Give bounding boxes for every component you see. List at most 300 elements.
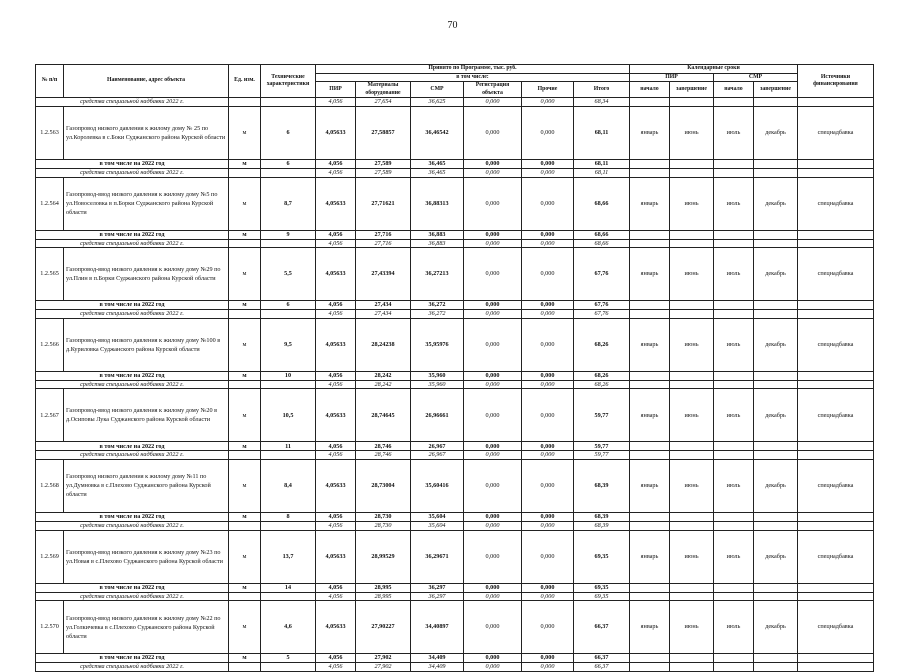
registration-cell: 0,000 bbox=[464, 310, 522, 319]
pir-cell: 4,056 bbox=[316, 239, 356, 248]
materials-cell: 28,746 bbox=[356, 451, 411, 460]
empty-cell bbox=[798, 451, 874, 460]
object-row bbox=[36, 318, 874, 371]
unit-cell bbox=[229, 310, 261, 319]
object-number: 1.2.569 bbox=[36, 530, 64, 583]
unit-cell bbox=[229, 663, 261, 672]
registration-cell: 0,000 bbox=[464, 601, 522, 654]
empty-cell bbox=[798, 230, 874, 239]
empty-cell bbox=[670, 451, 714, 460]
pir-cell: 4,05633 bbox=[316, 318, 356, 371]
total-cell: 69,35 bbox=[574, 530, 630, 583]
end-pir-cell: июнь bbox=[670, 248, 714, 301]
year-subtotal-row bbox=[36, 301, 874, 310]
other-cell: 0,000 bbox=[522, 380, 574, 389]
empty-cell bbox=[670, 239, 714, 248]
end-smr-cell: декабрь bbox=[754, 106, 798, 159]
total-cell: 67,76 bbox=[574, 248, 630, 301]
special-label: средства специальной надбавки 2022 г. bbox=[36, 239, 229, 248]
start-pir-cell: январь bbox=[630, 389, 670, 442]
header-num: № п/п bbox=[36, 65, 64, 98]
empty-cell bbox=[798, 512, 874, 521]
empty-cell bbox=[798, 654, 874, 663]
unit-cell bbox=[229, 168, 261, 177]
pir-cell: 4,056 bbox=[316, 442, 356, 451]
start-pir-cell: январь bbox=[630, 248, 670, 301]
empty-cell bbox=[754, 310, 798, 319]
start-smr-cell: июль bbox=[714, 318, 754, 371]
empty-cell bbox=[754, 451, 798, 460]
smr-cell: 26,96661 bbox=[411, 389, 464, 442]
empty-cell bbox=[670, 663, 714, 672]
end-pir-cell: июнь bbox=[670, 389, 714, 442]
other-cell: 0,000 bbox=[522, 177, 574, 230]
tech-cell bbox=[261, 239, 316, 248]
empty-cell bbox=[670, 654, 714, 663]
empty-cell bbox=[798, 371, 874, 380]
other-cell: 0,000 bbox=[522, 530, 574, 583]
empty-cell bbox=[630, 512, 670, 521]
empty-cell bbox=[798, 592, 874, 601]
materials-cell: 27,71621 bbox=[356, 177, 411, 230]
object-name: Газопровод-ввод низкого давления к жилому дому №5 по ул.Новоселовка в п.Борки Суджанского района Курской области bbox=[64, 177, 229, 230]
object-row bbox=[36, 530, 874, 583]
smr-cell: 34,409 bbox=[411, 654, 464, 663]
total-cell: 67,76 bbox=[574, 310, 630, 319]
other-cell: 0,000 bbox=[522, 371, 574, 380]
smr-cell: 35,960 bbox=[411, 371, 464, 380]
materials-cell: 27,589 bbox=[356, 159, 411, 168]
header-materials: Материалы оборудование bbox=[356, 82, 411, 98]
source-cell: спецнадбавка bbox=[798, 106, 874, 159]
object-row bbox=[36, 459, 874, 512]
empty-cell bbox=[714, 168, 754, 177]
pir-cell: 4,05633 bbox=[316, 389, 356, 442]
unit-cell: м bbox=[229, 230, 261, 239]
header-dates-group: Календарные сроки bbox=[630, 65, 798, 74]
unit-cell bbox=[229, 451, 261, 460]
object-row bbox=[36, 248, 874, 301]
empty-cell bbox=[630, 654, 670, 663]
registration-cell: 0,000 bbox=[464, 451, 522, 460]
source-cell: спецнадбавка bbox=[798, 389, 874, 442]
materials-cell: 27,434 bbox=[356, 301, 411, 310]
start-smr-cell: июль bbox=[714, 177, 754, 230]
smr-cell: 36,88313 bbox=[411, 177, 464, 230]
source-cell: спецнадбавка bbox=[798, 601, 874, 654]
header-start-smr: начало bbox=[714, 82, 754, 98]
total-cell: 68,66 bbox=[574, 230, 630, 239]
pir-cell: 4,056 bbox=[316, 371, 356, 380]
year-subtotal-row bbox=[36, 230, 874, 239]
smr-cell: 36,465 bbox=[411, 159, 464, 168]
object-name: Газопровод низкого давления к жилому дому № 25 по ул.Королевка в с.Боки Суджанского района Курской области bbox=[64, 106, 229, 159]
registration-cell: 0,000 bbox=[464, 371, 522, 380]
empty-cell bbox=[798, 521, 874, 530]
registration-cell: 0,000 bbox=[464, 654, 522, 663]
empty-cell bbox=[670, 583, 714, 592]
total-cell: 68,66 bbox=[574, 177, 630, 230]
unit-cell bbox=[229, 592, 261, 601]
object-name: Газопровод-ввод низкого давления к жилому дому №29 по ул.Плин в п.Борки Суджанского района Курской области bbox=[64, 248, 229, 301]
special-label: средства специальной надбавки 2022 г. bbox=[36, 380, 229, 389]
special-label: средства специальной надбавки 2022 г. bbox=[36, 310, 229, 319]
special-allowance-row bbox=[36, 380, 874, 389]
object-number: 1.2.563 bbox=[36, 106, 64, 159]
end-smr-cell: декабрь bbox=[754, 177, 798, 230]
subtotal-label: в том числе на 2022 год bbox=[36, 512, 229, 521]
table-header bbox=[36, 65, 874, 98]
object-row bbox=[36, 177, 874, 230]
source-cell: спецнадбавка bbox=[798, 459, 874, 512]
pir-cell: 4,056 bbox=[316, 583, 356, 592]
smr-cell: 36,46542 bbox=[411, 106, 464, 159]
other-cell: 0,000 bbox=[522, 248, 574, 301]
total-cell: 68,26 bbox=[574, 318, 630, 371]
empty-cell bbox=[714, 521, 754, 530]
empty-cell bbox=[714, 654, 754, 663]
other-cell: 0,000 bbox=[522, 389, 574, 442]
registration-cell: 0,000 bbox=[464, 389, 522, 442]
total-cell: 68,39 bbox=[574, 512, 630, 521]
smr-cell: 36,272 bbox=[411, 301, 464, 310]
registration-cell: 0,000 bbox=[464, 512, 522, 521]
unit-cell: м bbox=[229, 459, 261, 512]
object-number: 1.2.564 bbox=[36, 177, 64, 230]
empty-cell bbox=[754, 663, 798, 672]
empty-cell bbox=[670, 168, 714, 177]
registration-cell: 0,000 bbox=[464, 98, 522, 107]
subtotal-label: в том числе на 2022 год bbox=[36, 583, 229, 592]
end-pir-cell: июнь bbox=[670, 318, 714, 371]
empty-cell bbox=[670, 521, 714, 530]
empty-cell bbox=[754, 592, 798, 601]
header-dates-smr: СМР bbox=[714, 73, 798, 82]
unit-cell: м bbox=[229, 442, 261, 451]
start-smr-cell: июль bbox=[714, 389, 754, 442]
pir-cell: 4,056 bbox=[316, 301, 356, 310]
other-cell: 0,000 bbox=[522, 601, 574, 654]
header-dates-pir: ПИР bbox=[630, 73, 714, 82]
unit-cell: м bbox=[229, 512, 261, 521]
empty-cell bbox=[754, 230, 798, 239]
source-cell: спецнадбавка bbox=[798, 530, 874, 583]
total-cell: 68,11 bbox=[574, 168, 630, 177]
empty-cell bbox=[798, 159, 874, 168]
materials-cell: 27,58857 bbox=[356, 106, 411, 159]
other-cell: 0,000 bbox=[522, 159, 574, 168]
end-pir-cell: июнь bbox=[670, 106, 714, 159]
empty-cell bbox=[754, 442, 798, 451]
tech-cell bbox=[261, 663, 316, 672]
smr-cell: 34,40897 bbox=[411, 601, 464, 654]
tech-cell: 8,4 bbox=[261, 459, 316, 512]
registration-cell: 0,000 bbox=[464, 301, 522, 310]
empty-cell bbox=[670, 301, 714, 310]
registration-cell: 0,000 bbox=[464, 530, 522, 583]
end-smr-cell: декабрь bbox=[754, 318, 798, 371]
year-subtotal-row bbox=[36, 371, 874, 380]
smr-cell: 34,409 bbox=[411, 663, 464, 672]
other-cell: 0,000 bbox=[522, 512, 574, 521]
empty-cell bbox=[754, 583, 798, 592]
registration-cell: 0,000 bbox=[464, 177, 522, 230]
other-cell: 0,000 bbox=[522, 310, 574, 319]
source-cell: спецнадбавка bbox=[798, 248, 874, 301]
empty-cell bbox=[630, 239, 670, 248]
registration-cell: 0,000 bbox=[464, 318, 522, 371]
tech-cell bbox=[261, 592, 316, 601]
other-cell: 0,000 bbox=[522, 318, 574, 371]
header-name: Наименование, адрес объекта bbox=[64, 65, 229, 98]
empty-cell bbox=[714, 663, 754, 672]
empty-cell bbox=[714, 371, 754, 380]
header-other: Прочие bbox=[522, 82, 574, 98]
source-cell: спецнадбавка bbox=[798, 318, 874, 371]
tech-cell: 10,5 bbox=[261, 389, 316, 442]
other-cell: 0,000 bbox=[522, 654, 574, 663]
tech-cell bbox=[261, 310, 316, 319]
other-cell: 0,000 bbox=[522, 442, 574, 451]
total-cell: 68,26 bbox=[574, 371, 630, 380]
unit-cell: м bbox=[229, 583, 261, 592]
total-cell: 67,76 bbox=[574, 301, 630, 310]
end-pir-cell: июнь bbox=[670, 459, 714, 512]
empty-cell bbox=[670, 371, 714, 380]
start-pir-cell: январь bbox=[630, 106, 670, 159]
pir-cell: 4,056 bbox=[316, 98, 356, 107]
pir-cell: 4,05633 bbox=[316, 459, 356, 512]
smr-cell: 35,604 bbox=[411, 521, 464, 530]
empty-cell bbox=[630, 159, 670, 168]
empty-cell bbox=[714, 98, 754, 107]
special-allowance-row bbox=[36, 98, 874, 107]
empty-cell bbox=[630, 301, 670, 310]
empty-cell bbox=[754, 98, 798, 107]
smr-cell: 36,27213 bbox=[411, 248, 464, 301]
empty-cell bbox=[630, 592, 670, 601]
materials-cell: 28,995 bbox=[356, 592, 411, 601]
object-name: Газопровод низкого давления к жилому дому №11 по ул.Думновка в с.Плехово Суджанского района Курской области bbox=[64, 459, 229, 512]
special-allowance-row bbox=[36, 310, 874, 319]
empty-cell bbox=[798, 442, 874, 451]
other-cell: 0,000 bbox=[522, 230, 574, 239]
total-cell: 68,11 bbox=[574, 159, 630, 168]
empty-cell bbox=[630, 310, 670, 319]
materials-cell: 27,654 bbox=[356, 98, 411, 107]
registration-cell: 0,000 bbox=[464, 583, 522, 592]
registration-cell: 0,000 bbox=[464, 168, 522, 177]
special-allowance-row bbox=[36, 521, 874, 530]
pir-cell: 4,05633 bbox=[316, 601, 356, 654]
empty-cell bbox=[714, 592, 754, 601]
empty-cell bbox=[754, 512, 798, 521]
materials-cell: 28,242 bbox=[356, 380, 411, 389]
start-smr-cell: июль bbox=[714, 530, 754, 583]
object-number: 1.2.568 bbox=[36, 459, 64, 512]
total-cell: 66,37 bbox=[574, 663, 630, 672]
start-pir-cell: январь bbox=[630, 530, 670, 583]
unit-cell: м bbox=[229, 177, 261, 230]
unit-cell: м bbox=[229, 318, 261, 371]
unit-cell: м bbox=[229, 389, 261, 442]
unit-cell: м bbox=[229, 601, 261, 654]
table-body bbox=[36, 98, 874, 671]
header-source: Источники финансирования bbox=[798, 65, 874, 98]
pir-cell: 4,056 bbox=[316, 521, 356, 530]
special-label: средства специальной надбавки 2022 г. bbox=[36, 663, 229, 672]
subtotal-label: в том числе на 2022 год bbox=[36, 442, 229, 451]
pir-cell: 4,056 bbox=[316, 310, 356, 319]
tech-cell: 10 bbox=[261, 371, 316, 380]
registration-cell: 0,000 bbox=[464, 248, 522, 301]
smr-cell: 36,29671 bbox=[411, 530, 464, 583]
materials-cell: 27,90227 bbox=[356, 601, 411, 654]
end-pir-cell: июнь bbox=[670, 177, 714, 230]
end-smr-cell: декабрь bbox=[754, 389, 798, 442]
total-cell: 66,37 bbox=[574, 601, 630, 654]
smr-cell: 36,297 bbox=[411, 583, 464, 592]
empty-cell bbox=[630, 583, 670, 592]
registration-cell: 0,000 bbox=[464, 380, 522, 389]
empty-cell bbox=[630, 451, 670, 460]
unit-cell bbox=[229, 98, 261, 107]
year-subtotal-row bbox=[36, 583, 874, 592]
subtotal-label: в том числе на 2022 год bbox=[36, 654, 229, 663]
pir-cell: 4,056 bbox=[316, 230, 356, 239]
total-cell: 59,77 bbox=[574, 451, 630, 460]
year-subtotal-row bbox=[36, 159, 874, 168]
smr-cell: 26,967 bbox=[411, 451, 464, 460]
tech-cell: 13,7 bbox=[261, 530, 316, 583]
tech-cell bbox=[261, 521, 316, 530]
unit-cell: м bbox=[229, 371, 261, 380]
tech-cell: 4,6 bbox=[261, 601, 316, 654]
pir-cell: 4,05633 bbox=[316, 530, 356, 583]
header-smr: СМР bbox=[411, 82, 464, 98]
other-cell: 0,000 bbox=[522, 592, 574, 601]
special-label: средства специальной надбавки 2022 г. bbox=[36, 521, 229, 530]
empty-cell bbox=[798, 98, 874, 107]
header-start-pir: начало bbox=[630, 82, 670, 98]
registration-cell: 0,000 bbox=[464, 442, 522, 451]
empty-cell bbox=[754, 159, 798, 168]
empty-cell bbox=[798, 301, 874, 310]
program-table bbox=[35, 64, 874, 672]
empty-cell bbox=[714, 512, 754, 521]
end-pir-cell: июнь bbox=[670, 530, 714, 583]
start-smr-cell: июль bbox=[714, 459, 754, 512]
materials-cell: 28,73004 bbox=[356, 459, 411, 512]
materials-cell: 27,589 bbox=[356, 168, 411, 177]
pir-cell: 4,056 bbox=[316, 168, 356, 177]
tech-cell: 6 bbox=[261, 159, 316, 168]
total-cell: 66,37 bbox=[574, 654, 630, 663]
total-cell: 59,77 bbox=[574, 389, 630, 442]
object-name: Газопровод-ввод низкого давления к жилому дому №23 по ул.Новая в с.Плехово Суджанского района Курской области bbox=[64, 530, 229, 583]
tech-cell bbox=[261, 451, 316, 460]
unit-cell: м bbox=[229, 654, 261, 663]
unit-cell: м bbox=[229, 301, 261, 310]
empty-cell bbox=[670, 592, 714, 601]
empty-cell bbox=[754, 654, 798, 663]
empty-cell bbox=[630, 371, 670, 380]
tech-cell: 9,5 bbox=[261, 318, 316, 371]
materials-cell: 28,746 bbox=[356, 442, 411, 451]
year-subtotal-row bbox=[36, 654, 874, 663]
tech-cell: 6 bbox=[261, 301, 316, 310]
header-end-pir: завершение bbox=[670, 82, 714, 98]
total-cell: 68,34 bbox=[574, 98, 630, 107]
unit-cell bbox=[229, 239, 261, 248]
registration-cell: 0,000 bbox=[464, 239, 522, 248]
object-row bbox=[36, 106, 874, 159]
other-cell: 0,000 bbox=[522, 301, 574, 310]
object-number: 1.2.566 bbox=[36, 318, 64, 371]
smr-cell: 26,967 bbox=[411, 442, 464, 451]
smr-cell: 35,60416 bbox=[411, 459, 464, 512]
materials-cell: 27,902 bbox=[356, 654, 411, 663]
header-end-smr: завершение bbox=[754, 82, 798, 98]
tech-cell: 5,5 bbox=[261, 248, 316, 301]
other-cell: 0,000 bbox=[522, 451, 574, 460]
unit-cell: м bbox=[229, 106, 261, 159]
tech-cell bbox=[261, 98, 316, 107]
materials-cell: 28,995 bbox=[356, 583, 411, 592]
unit-cell: м bbox=[229, 159, 261, 168]
unit-cell: м bbox=[229, 248, 261, 301]
subtotal-label: в том числе на 2022 год bbox=[36, 371, 229, 380]
source-cell: спецнадбавка bbox=[798, 177, 874, 230]
empty-cell bbox=[714, 159, 754, 168]
empty-cell bbox=[630, 380, 670, 389]
empty-cell bbox=[714, 451, 754, 460]
unit-cell: м bbox=[229, 530, 261, 583]
object-row bbox=[36, 601, 874, 654]
special-allowance-row bbox=[36, 168, 874, 177]
header-total: Итого bbox=[574, 82, 630, 98]
materials-cell: 27,716 bbox=[356, 230, 411, 239]
empty-cell bbox=[630, 521, 670, 530]
header-unit: Ед. изм. bbox=[229, 65, 261, 98]
empty-cell bbox=[714, 301, 754, 310]
empty-cell bbox=[714, 230, 754, 239]
materials-cell: 28,730 bbox=[356, 512, 411, 521]
other-cell: 0,000 bbox=[522, 98, 574, 107]
special-label: средства специальной надбавки 2022 г. bbox=[36, 592, 229, 601]
start-pir-cell: январь bbox=[630, 318, 670, 371]
start-pir-cell: январь bbox=[630, 459, 670, 512]
registration-cell: 0,000 bbox=[464, 459, 522, 512]
tech-cell: 6 bbox=[261, 106, 316, 159]
total-cell: 68,39 bbox=[574, 521, 630, 530]
unit-cell bbox=[229, 521, 261, 530]
empty-cell bbox=[630, 663, 670, 672]
empty-cell bbox=[670, 380, 714, 389]
empty-cell bbox=[630, 98, 670, 107]
header-tech: Технические характеристики bbox=[261, 65, 316, 98]
other-cell: 0,000 bbox=[522, 459, 574, 512]
start-pir-cell: январь bbox=[630, 601, 670, 654]
empty-cell bbox=[754, 371, 798, 380]
smr-cell: 36,297 bbox=[411, 592, 464, 601]
pir-cell: 4,05633 bbox=[316, 177, 356, 230]
smr-cell: 36,625 bbox=[411, 98, 464, 107]
year-subtotal-row bbox=[36, 512, 874, 521]
empty-cell bbox=[630, 230, 670, 239]
other-cell: 0,000 bbox=[522, 521, 574, 530]
empty-cell bbox=[798, 380, 874, 389]
